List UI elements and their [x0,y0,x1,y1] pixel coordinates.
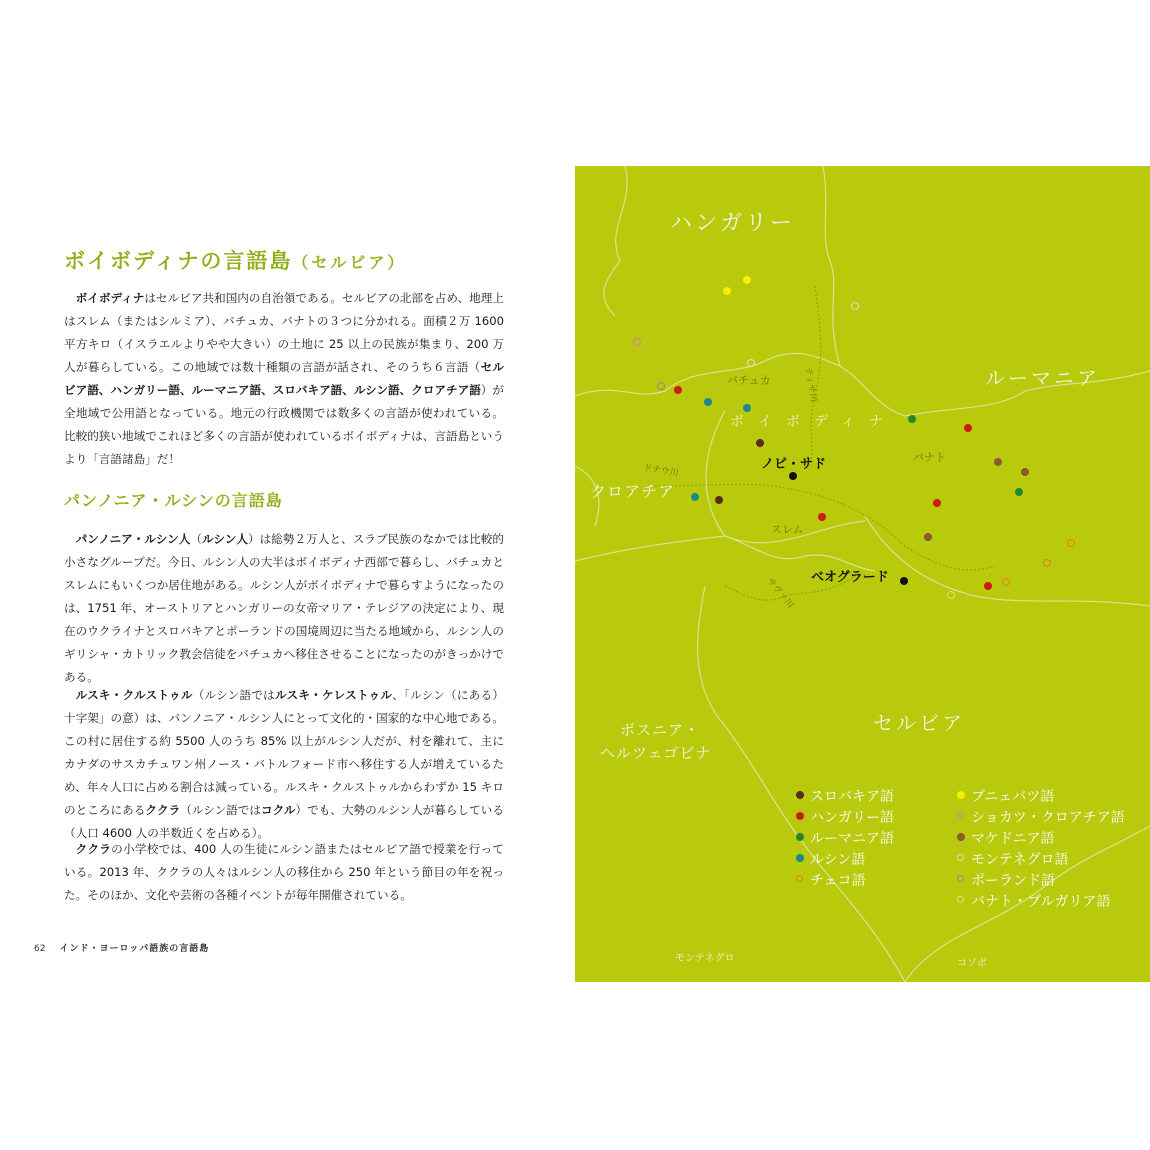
legend-marker [957,854,964,861]
river-danube [655,484,995,570]
section-title-main: ボイボディナの言語島 [64,249,293,273]
legend-label: ルーマニア語 [810,831,894,847]
label-novi-sad: ノビ・サド [761,457,827,472]
marker-rusyn [691,493,699,501]
legend-label: ポーランド語 [971,873,1055,889]
marker-slovak [756,439,764,447]
marker-banat-bulgarian [947,591,955,599]
legend-marker [957,833,965,841]
bold-term: ルスキ・ケレストゥル [275,688,393,702]
label-croatia: クロアチア [590,482,676,501]
label-bosnia-2: ヘルツェゴビナ [600,744,712,762]
legend-marker [796,875,803,882]
page-number: 62 [34,944,46,954]
border-hungary-south [575,353,840,396]
page-footer [34,941,223,954]
legend-label: モンテネグロ語 [971,852,1069,868]
legend-label: ブニェバツ語 [971,789,1055,805]
legend-label: ハンガリー語 [810,810,894,826]
marker-czech [1067,539,1075,547]
running-head: インド・ヨーロッパ語族の言語島 [59,944,210,954]
text-run: ）が全地域で公用語となっている。地元の行政機関では数多くの言語が使われている。比較的狭い地域でこれほど多くの言語が使われているボイボディナは、言語島というより「言語諸島」だ！ [64,383,505,466]
marker-hungarian [818,513,826,521]
marker-montenegrin [747,359,755,367]
marker-hungarian [984,582,992,590]
label-hungary: ハンガリー [670,211,796,236]
text-run: （ルシン語では [180,803,261,817]
border-serbia-romania-south [865,516,1150,606]
marker-rusyn [704,398,712,406]
city-marker-belgrade [900,577,908,585]
label-montenegro: モンテネグロ [675,953,735,964]
language-map [575,166,1150,982]
marker-slovak [715,496,723,504]
bold-term: ククラ [75,842,112,856]
text-run: 、「ルシン（にある）十字架」の意）は、パンノニア・ルシン人にとって文化的・国家的な中心地である。この村に居住する約 5500 人のうち 85% 以上がルシン人だが、村を離れて、主にカナダのサスカチュワン州ノース・バトルフォード市へ移住する人が増えているため、年々人口に占める割合は減っている。ルスキ・クルストゥルからわずか 15 キロのところにある [64,688,504,817]
marker-bunjevac [723,287,731,295]
marker-hungarian [674,386,682,394]
legend-marker [796,833,804,841]
border-south [698,586,905,982]
bold-term: ボイボディナ [75,291,145,305]
marker-rusyn [743,404,751,412]
legend-label: ルシン語 [810,852,866,868]
legend-marker [796,812,804,820]
paragraph-2 [64,528,504,689]
legend-label: スロバキア語 [810,789,894,805]
legend-label: マケドニア語 [971,831,1055,847]
label-danube-river: ドナウ川 [642,462,680,480]
marker-bunjevac [743,276,751,284]
section-title [64,245,406,275]
legend-label: バナト・ブルガリア語 [971,894,1111,910]
bold-term: ククラ [145,803,181,817]
label-belgrade: ベオグラード [811,570,889,585]
bold-term: パンノニア・ルシン人 [75,532,191,546]
legend-marker [957,896,964,903]
text-run: ）でも、大勢のルシン人が暮らしている（人口 4600 人の半数近くを占める）。 [64,803,504,840]
paragraph-1 [64,287,504,471]
legend-marker [957,791,965,799]
label-serbia: セルビア [873,711,965,735]
paragraph-4 [64,838,504,907]
section-title-sub: （セルビア） [292,253,407,272]
marker-czech [1002,578,1010,586]
label-bosnia-1: ボスニア・ [620,721,701,739]
marker-hungarian [933,499,941,507]
label-kosovo: コソボ [957,958,987,969]
marker-romanian [908,415,916,423]
marker-macedonian [924,533,932,541]
label-vojvodina: ボイボディナ [730,414,897,430]
bold-term: ルスキ・クルストゥル [75,688,193,702]
border-hungary-west [604,166,627,316]
marker-macedonian [994,458,1002,466]
bold-term: ルシン人 [202,532,248,546]
legend-label: チェコ語 [810,873,866,889]
paragraph-3 [64,684,504,845]
text-run: （ [190,532,202,546]
marker-macedonian [1021,468,1029,476]
legend-label: ショカツ・クロアチア語 [971,810,1125,826]
label-banat: バナト [913,451,946,464]
label-romania: ルーマニア [985,366,1100,390]
label-srem: スレム [771,523,804,536]
marker-sokac-croatian [633,338,641,346]
marker-polish [657,382,665,390]
marker-montenegrin [851,302,859,310]
marker-hungarian [964,424,972,432]
bold-term: セルビア語、ハンガリー語、ルーマニア語、スロバキア語、ルシン語、クロアチア語 [64,360,504,397]
legend-marker [957,812,964,819]
text-run: はセルビア共和国内の自治領である。セルビアの北部を占め、地理上はスレム（またはシルミア）、バチュカ、バナトの３つに分かれる。面積２万 1600 平方キロ（イスラエルよりやや大きい）の土地に 25 以上の民族が集まり、200 万人が暮らしている。この地域では数十種類の言語が話され、そのうち６言語（ [64,291,504,374]
label-tisa-river: ティサ川 [802,366,819,404]
subsection-title: パンノニア・ルシンの言語島 [64,491,283,510]
label-backa: バチュカ [727,374,771,387]
left-page [0,0,560,1150]
legend-marker [796,854,804,862]
marker-czech [1043,559,1051,567]
text-run: の小学校では、400 人の生徒にルシン語またはセルビア語で授業を行っている。2013 年、ククラの人々はルシン人の移住から 250 年という節目の年を祝った。そのほか、文化や芸術の各種イベントが毎年開催されている。 [64,842,504,902]
label-sava-river: サヴァ川 [764,576,796,611]
text-run: ）は総勢２万人と、スラブ民族のなかでは比較的小さなグループだ。今日、ルシン人の大半はボイボディナ西部で暮らし、バチュカとスレムにもいくつか居住地がある。ルシン人がボイボディナで暮らすようになったのは、1751 年、オーストリアとハンガリーの女帝マリア・テレジアの決定により、現在のウクライナとスロバキアとポーランドの国境周辺に当たる地域から、ルシン人のギリシャ・カトリック教会信徒をバチュカへ移住させることになったのがきっかけである。 [64,532,504,684]
legend-marker [796,791,804,799]
legend-marker [957,875,964,882]
bold-term: コクル [260,803,296,817]
marker-romanian [1015,488,1023,496]
text-run: （ルシン語では [192,688,275,702]
city-marker-novi-sad [789,472,797,480]
